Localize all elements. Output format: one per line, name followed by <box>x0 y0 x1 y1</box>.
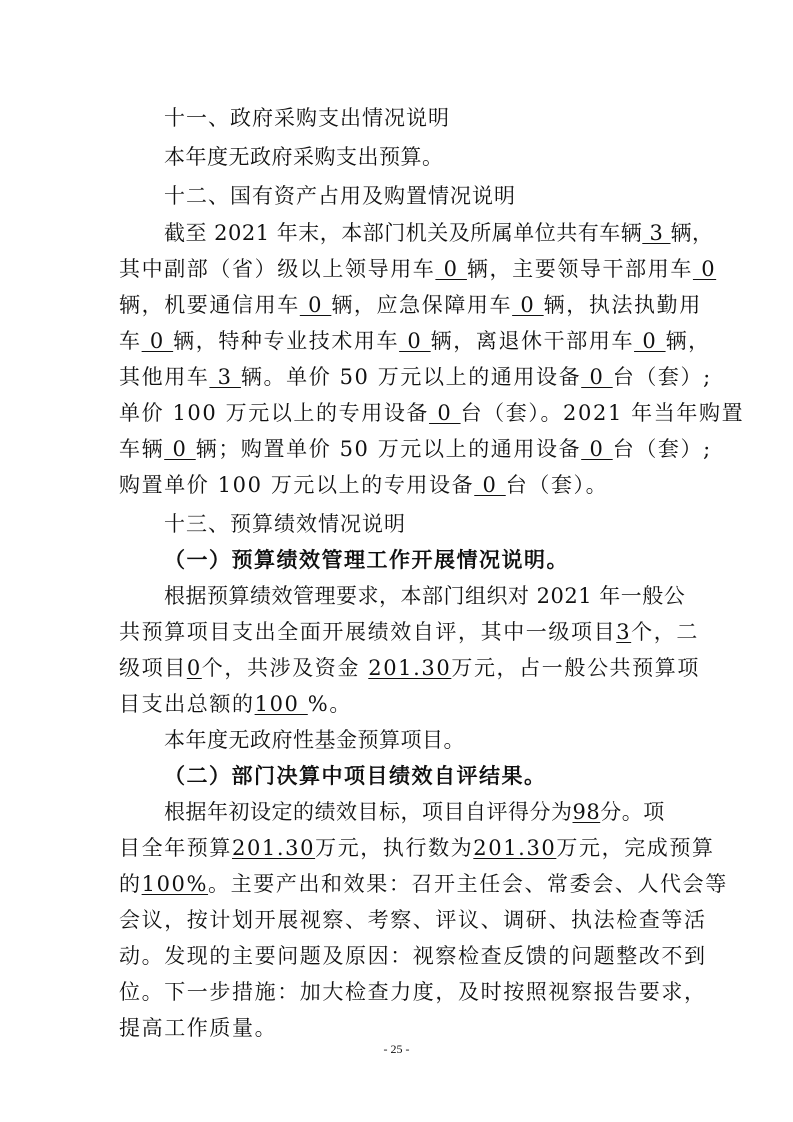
paragraph-line: 其他用车 3 辆。单价 50 万元以上的通用设备 0 台（套）; <box>119 365 712 389</box>
paragraph-line: 位。下一步措施：加大检查力度，及时按照视察报告要求， <box>119 980 707 1004</box>
paragraph-line: 级项目0个，共涉及资金 201.30万元，占一般公共预算项 <box>119 656 700 680</box>
law-enforcement-vehicle-value: 0 <box>141 329 174 353</box>
purchased-special-equipment-value: 0 <box>474 473 506 497</box>
executed-amount-value: 201.30 <box>473 836 557 860</box>
self-evaluation-score: 98 <box>572 800 601 824</box>
paragraph-line: 车 0 辆，特种专业技术用车 0 辆，离退休干部用车 0 辆， <box>119 329 711 353</box>
section-heading-government-procurement: 十一、政府采购支出情况说明 <box>164 106 450 130</box>
section-heading-state-assets: 十二、国有资产占用及购置情况说明 <box>164 184 516 208</box>
paragraph-line: 车辆 0 辆；购置单价 50 万元以上的通用设备 0 台（套）; <box>119 437 712 461</box>
paragraph-line: 本年度无政府性基金预算项目。 <box>164 728 465 752</box>
paragraph-line: 辆，机要通信用车 0 辆，应急保障用车 0 辆，执法执勤用 <box>119 293 702 317</box>
special-tech-vehicle-value: 0 <box>399 329 431 353</box>
paragraph-line: 提高工作质量。 <box>119 1016 278 1040</box>
purchased-vehicle-value: 0 <box>164 437 196 461</box>
paragraph-line: 会议，按计划开展视察、考察、评议、调研、执法检查等活 <box>119 908 707 932</box>
section-heading-performance: 十三、预算绩效情况说明 <box>164 512 406 536</box>
subheading-performance-management: （一）预算绩效管理工作开展情况说明。 <box>164 548 569 572</box>
paragraph-line: 购置单价 100 万元以上的专用设备 0 台（套）。 <box>119 473 609 497</box>
main-leader-vehicle-value: 0 <box>692 257 717 281</box>
paragraph-line: 其中副部（省）级以上领导用车 0 辆，主要领导干部用车 0 <box>119 257 717 281</box>
vehicle-total-value: 3 <box>642 221 671 245</box>
level2-project-count: 0 <box>186 656 202 680</box>
confidential-comm-vehicle-value: 0 <box>299 293 332 317</box>
annual-budget-value: 201.30 <box>232 836 316 860</box>
retired-cadre-vehicle-value: 0 <box>634 329 666 353</box>
completion-rate-value: 100% <box>141 872 209 896</box>
paragraph-line: 动。发现的主要问题及原因：视察检查反馈的问题整改不到 <box>119 944 707 968</box>
page-number: - 25 - <box>383 1042 410 1056</box>
paragraph-line: 截至 2021 年末，本部门机关及所属单位共有车辆 3 辆， <box>164 221 714 245</box>
special-equipment-value: 0 <box>429 401 461 425</box>
purchased-general-equipment-value: 0 <box>581 437 613 461</box>
emergency-vehicle-value: 0 <box>512 293 544 317</box>
paragraph-line: 单价 100 万元以上的专用设备 0 台（套）。2021 年当年购置 <box>119 401 745 425</box>
share-of-total-value: 100 <box>254 692 308 716</box>
paragraph-line: 本年度无政府采购支出预算。 <box>164 145 444 169</box>
paragraph-line: 根据预算绩效管理要求，本部门组织对 2021 年一般公 <box>164 584 686 608</box>
paragraph-line: 根据年初设定的绩效目标，项目自评得分为98分。项 <box>164 800 665 824</box>
paragraph-line: 共预算项目支出全面开展绩效自评，其中一级项目3个，二 <box>119 620 699 644</box>
paragraph-line: 目支出总额的100 %。 <box>119 692 352 716</box>
funds-involved-value: 201.30 <box>368 656 452 680</box>
subheading-self-evaluation: （二）部门决算中项目绩效自评结果。 <box>164 764 547 788</box>
general-equipment-value: 0 <box>581 365 613 389</box>
level1-project-count: 3 <box>616 620 632 644</box>
other-vehicle-value: 3 <box>209 365 241 389</box>
paragraph-line: 目全年预算201.30万元，执行数为201.30万元，完成预算 <box>119 836 715 860</box>
leader-vehicle-value: 0 <box>435 257 467 281</box>
paragraph-line: 的100%。主要产出和效果：召开主任会、常委会、人代会等 <box>119 872 728 896</box>
